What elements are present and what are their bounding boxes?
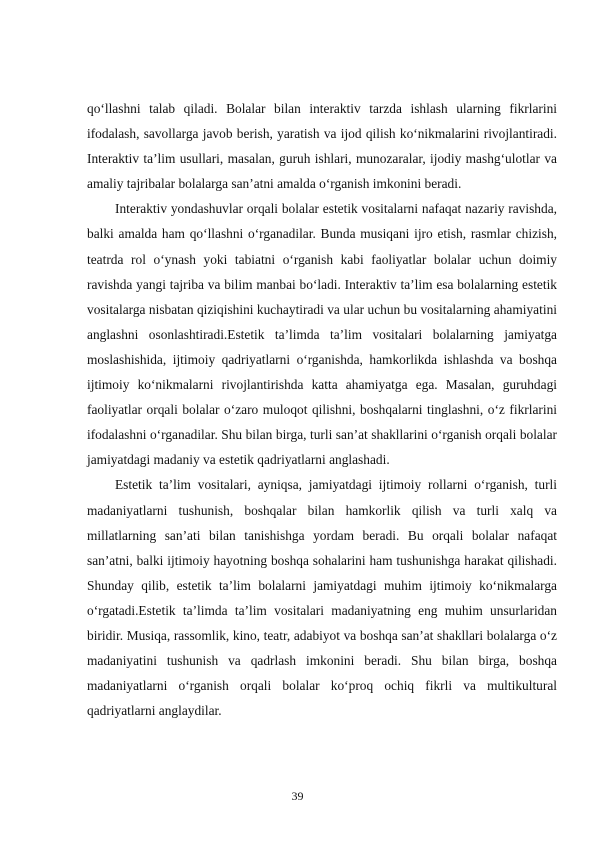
body-text: [87, 96, 557, 723]
paragraph-1: qo‘llashni talab qiladi. Bolalar bilan interaktiv tarzda ishlash ularning fikrlarini ifodalash, savollarga javob berish, yaratish va ijod qilish ko‘nikmalarini rivojlantiradi. Interaktiv ta’lim usullari, masalan, guruh ishlari, munozaralar, ijodiy mashg‘ulotlar va amaliy tajribalar bolalarga san’atni amalda o‘rganish imkonini beradi.: [87, 101, 557, 192]
page-number: 39: [291, 789, 304, 803]
paragraph-2: Interaktiv yondashuvlar orqali bolalar estetik vositalarni nafaqat nazariy ravishda, balki amalda ham qo‘llashni o‘rganadilar. Bunda musiqani ijro etish, rasmlar chizish, teatrda rol o‘ynash yoki tabiatni o‘rganish kabi faoliyatlar bolalar uchun doimiy ravishda yangi tajriba va bilim manbai bo‘ladi. Interaktiv ta’lim esa bolalarning estetik vositalarga nisbatan qiziqishini kuchaytiradi va ular uchun bu vositalarning ahamiyatini anglashni osonlashtiradi.Estetik ta’limda ta’lim vositalari bolalarning jamiyatga moslashishida, ijtimoiy qadriyatlarni o‘rganishda, hamkorlikda ishlashda va boshqa ijtimoiy ko‘nikmalarni rivojlantirishda katta ahamiyatga ega. Masalan, guruhdagi faoliyatlar orqali bolalar o‘zaro muloqot qilishni, boshqalarni tinglashni, o‘z fikrlarini ifodalashni o‘rganadilar. Shu bilan birga, turli san’at shakllarini o‘rganish orqali bolalar jamiyatdagi madaniy va estetik qadriyatlarni anglashadi.: [87, 201, 557, 468]
paragraph-3: Estetik ta’lim vositalari, ayniqsa, jamiyatdagi ijtimoiy rollarni o‘rganish, turli madaniyatlarni tushunish, boshqalar bilan hamkorlik qilish va turli xalq va millatlarning san’ati bilan tanishishga yordam beradi. Bu orqali bolalar nafaqat san’atni, balki ijtimoiy hayotning boshqa sohalarini ham tushunishga harakat qilishadi. Shunday qilib, estetik ta’lim bolalarni jamiyatdagi muhim ijtimoiy ko‘nikmalarga o‘rgatadi.Estetik ta’limda ta’lim vositalari madaniyatning eng muhim unsurlaridan biridir. Musiqa, rassomlik, kino, teatr, adabiyot va boshqa san’at shakllari bolalarga o‘z madaniyatini tushunish va qadrlash imkonini beradi. Shu bilan birga, boshqa madaniyatlarni o‘rganish orqali bolalar ko‘proq ochiq fikrli va multikultural qadriyatlarni anglaydilar.: [87, 477, 557, 719]
